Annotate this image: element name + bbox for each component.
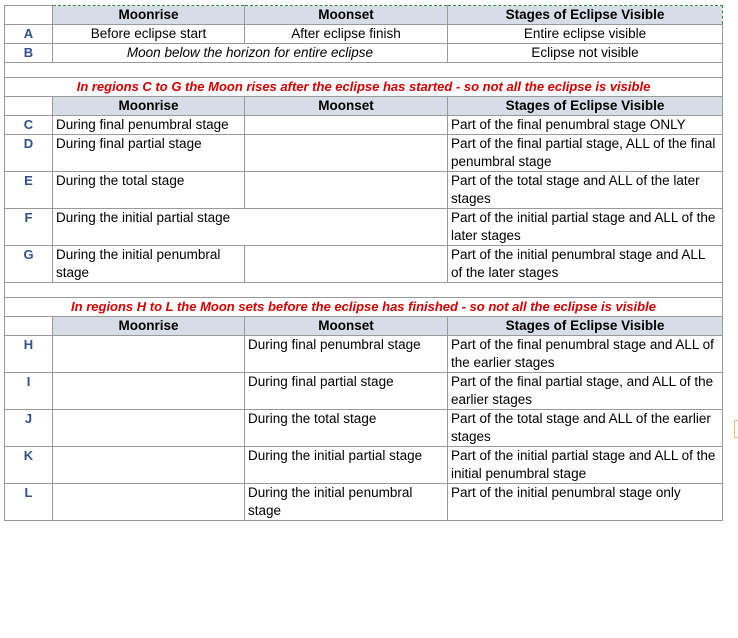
moonset-header: Moonset <box>245 317 448 336</box>
moonset-cell: During final partial stage <box>245 373 448 410</box>
moonrise-cell <box>53 447 245 484</box>
moonrise-cell: During final partial stage <box>53 135 245 172</box>
region-key: L <box>5 484 53 521</box>
moonset-cell: During the initial partial stage <box>245 447 448 484</box>
table-row <box>5 336 723 373</box>
moonrise-cell <box>53 336 245 373</box>
moonrise-header: Moonrise <box>53 317 245 336</box>
region-key: H <box>5 336 53 373</box>
moonrise-header: Moonrise <box>53 6 245 25</box>
table-row <box>5 44 723 63</box>
stages-header: Stages of Eclipse Visible <box>448 97 723 116</box>
stages-header: Stages of Eclipse Visible <box>448 317 723 336</box>
region-key: D <box>5 135 53 172</box>
region-key: A <box>5 25 53 44</box>
moonrise-cell <box>53 410 245 447</box>
moonset-cell: After eclipse finish <box>245 25 448 44</box>
stages-cell: Part of the final penumbral stage and ALL of the earlier stages <box>448 336 723 373</box>
moonrise-cell <box>53 484 245 521</box>
table-row <box>5 410 723 447</box>
moonrise-cell: Before eclipse start <box>53 25 245 44</box>
cell-edge-marker <box>734 420 738 438</box>
stages-cell: Part of the total stage and ALL of the later stages <box>448 172 723 209</box>
region-key: G <box>5 246 53 283</box>
stages-header: Stages of Eclipse Visible <box>448 6 723 25</box>
region-key: I <box>5 373 53 410</box>
eclipse-visibility-table <box>4 5 723 521</box>
region-key: F <box>5 209 53 246</box>
table-row <box>5 25 723 44</box>
header-row <box>5 317 723 336</box>
moonset-header: Moonset <box>245 97 448 116</box>
moonset-cell: During the total stage <box>245 410 448 447</box>
note-row <box>5 298 723 317</box>
region-note-c-g: In regions C to G the Moon rises after the eclipse has started - so not all the eclipse is visible <box>5 78 723 97</box>
note-row <box>5 78 723 97</box>
table-row <box>5 447 723 484</box>
moonset-cell <box>245 172 448 209</box>
moonset-header: Moonset <box>245 6 448 25</box>
table-row <box>5 135 723 172</box>
moonrise-header: Moonrise <box>53 97 245 116</box>
stages-cell: Part of the final partial stage, and ALL of the earlier stages <box>448 373 723 410</box>
moonset-cell <box>245 135 448 172</box>
stages-cell: Part of the total stage and ALL of the earlier stages <box>448 410 723 447</box>
region-key: C <box>5 116 53 135</box>
region-note-h-l: In regions H to L the Moon sets before the eclipse has finished - so not all the eclipse is visible <box>5 298 723 317</box>
table-row <box>5 172 723 209</box>
moonset-cell <box>245 246 448 283</box>
spacer-row <box>5 283 723 298</box>
moonrise-cell: During final penumbral stage <box>53 116 245 135</box>
key-header-blank <box>5 97 53 116</box>
region-key: E <box>5 172 53 209</box>
stages-cell: Part of the final penumbral stage ONLY <box>448 116 723 135</box>
header-row <box>5 6 723 25</box>
moonrise-cell: During the initial penumbral stage <box>53 246 245 283</box>
table-row <box>5 116 723 135</box>
stages-cell: Part of the final partial stage, ALL of the final penumbral stage <box>448 135 723 172</box>
stages-cell: Eclipse not visible <box>448 44 723 63</box>
merged-moon-cell: Moon below the horizon for entire eclipse <box>53 44 448 63</box>
stages-cell: Part of the initial partial stage and ALL of the later stages <box>448 209 723 246</box>
table-row <box>5 484 723 521</box>
moonset-cell: During the initial penumbral stage <box>245 484 448 521</box>
key-header-blank <box>5 6 53 25</box>
moonrise-cell: During the initial partial stage <box>53 209 448 246</box>
region-key: K <box>5 447 53 484</box>
table-row <box>5 246 723 283</box>
stages-cell: Part of the initial penumbral stage only <box>448 484 723 521</box>
key-header-blank <box>5 317 53 336</box>
moonrise-cell: During the total stage <box>53 172 245 209</box>
stages-cell: Entire eclipse visible <box>448 25 723 44</box>
moonrise-cell <box>53 373 245 410</box>
stages-cell: Part of the initial partial stage and ALL of the initial penumbral stage <box>448 447 723 484</box>
moonset-cell <box>245 116 448 135</box>
region-key: B <box>5 44 53 63</box>
table-row <box>5 373 723 410</box>
table-row <box>5 209 723 246</box>
spacer-row <box>5 63 723 78</box>
moonset-cell: During final penumbral stage <box>245 336 448 373</box>
stages-cell: Part of the initial penumbral stage and ALL of the later stages <box>448 246 723 283</box>
header-row <box>5 97 723 116</box>
region-key: J <box>5 410 53 447</box>
